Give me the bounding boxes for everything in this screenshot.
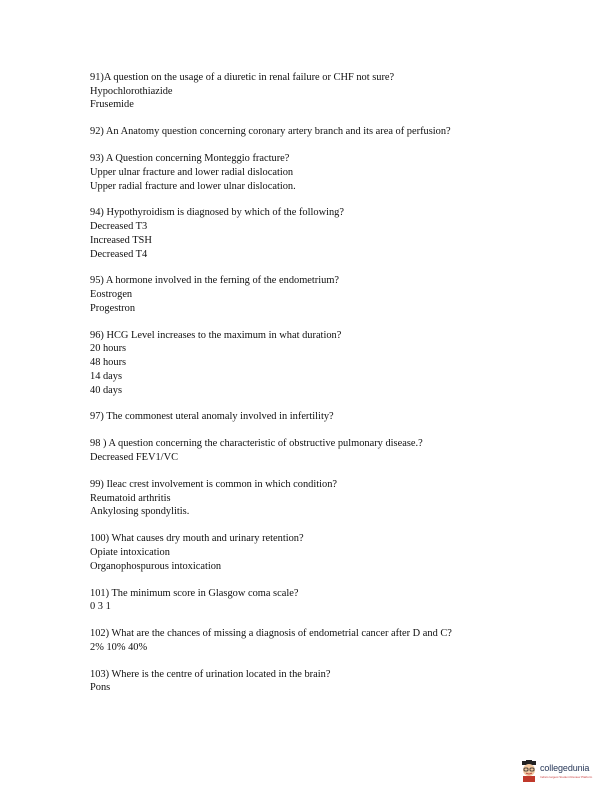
- question-text: 91)A question on the usage of a diuretic in renal failure or CHF not sure?: [90, 72, 395, 83]
- answer-option: Reumatoid arthritis: [90, 492, 171, 504]
- question-93: [90, 152, 590, 193]
- answer-option: Eostrogen: [90, 289, 133, 301]
- question-text: 99) Ileac crest involvement is common in which condition?: [90, 478, 338, 490]
- answer-option: 0 3 1: [90, 601, 111, 613]
- question-101: [90, 587, 590, 614]
- student-mascot-icon: [520, 760, 538, 782]
- question-text: 98 ) A question concerning the characteristic of obstructive pulmonary disease.?: [90, 438, 423, 450]
- question-94: [90, 206, 590, 261]
- question-102: [90, 627, 590, 654]
- question-98: [90, 437, 590, 464]
- answer-option: 2% 10% 40%: [90, 641, 148, 653]
- answer-option: 20 hours: [90, 343, 127, 355]
- answer-option: Hypochlorothiazide: [90, 85, 173, 97]
- question-text: 101) The minimum score in Glasgow coma scale?: [90, 587, 299, 599]
- question-103: [90, 668, 590, 695]
- answer-option: Pons: [90, 682, 111, 694]
- question-96: [90, 329, 590, 398]
- question-text: 94) Hypothyroidism is diagnosed by which of the following?: [90, 207, 344, 219]
- question-text: 97) The commonest uteral anomaly involved in infertility?: [90, 411, 334, 423]
- answer-option: Progestron: [90, 302, 136, 314]
- question-text: 95) A hormone involved in the ferning of the endometrium?: [90, 275, 340, 287]
- brand-tagline: India's largest Student Review Platform: [540, 775, 593, 779]
- answer-option: Upper radial fracture and lower ulnar dislocation.: [90, 180, 296, 192]
- answer-option: Upper ulnar fracture and lower radial dislocation: [90, 166, 294, 178]
- collegedunia-watermark: [520, 756, 610, 786]
- answer-option: 48 hours: [90, 357, 127, 369]
- question-list: [90, 71, 590, 708]
- question-text: 103) Where is the centre of urination located in the brain?: [90, 668, 331, 680]
- question-97: [90, 410, 590, 424]
- question-text: 102) What are the chances of missing a diagnosis of endometrial cancer after D and C?: [90, 628, 452, 640]
- brand-name: collegedunia: [540, 763, 590, 773]
- question-92: [90, 125, 590, 139]
- answer-option: Opiate intoxication: [90, 546, 170, 558]
- answer-option: 40 days: [90, 384, 123, 396]
- answer-option: Increased TSH: [90, 234, 152, 246]
- question-95: [90, 274, 590, 315]
- question-99: [90, 478, 590, 519]
- question-text: 92) An Anatomy question concerning coronary artery branch and its area of perfusion?: [90, 126, 451, 138]
- answer-option: Decreased T3: [90, 221, 148, 233]
- answer-option: Decreased T4: [90, 248, 148, 260]
- answer-option: Frusemide: [90, 99, 134, 111]
- question-text: 100) What causes dry mouth and urinary retention?: [90, 533, 304, 545]
- question-91: [90, 71, 590, 112]
- answer-option: Organophospurous intoxication: [90, 560, 222, 572]
- answer-option: Decreased FEV1/VC: [90, 452, 179, 464]
- answer-option: Ankylosing spondylitis.: [90, 506, 190, 518]
- question-text: 93) A Question concerning Monteggio fracture?: [90, 153, 290, 165]
- answer-option: 14 days: [90, 370, 123, 382]
- question-100: [90, 532, 590, 573]
- question-text: 96) HCG Level increases to the maximum in what duration?: [90, 329, 342, 341]
